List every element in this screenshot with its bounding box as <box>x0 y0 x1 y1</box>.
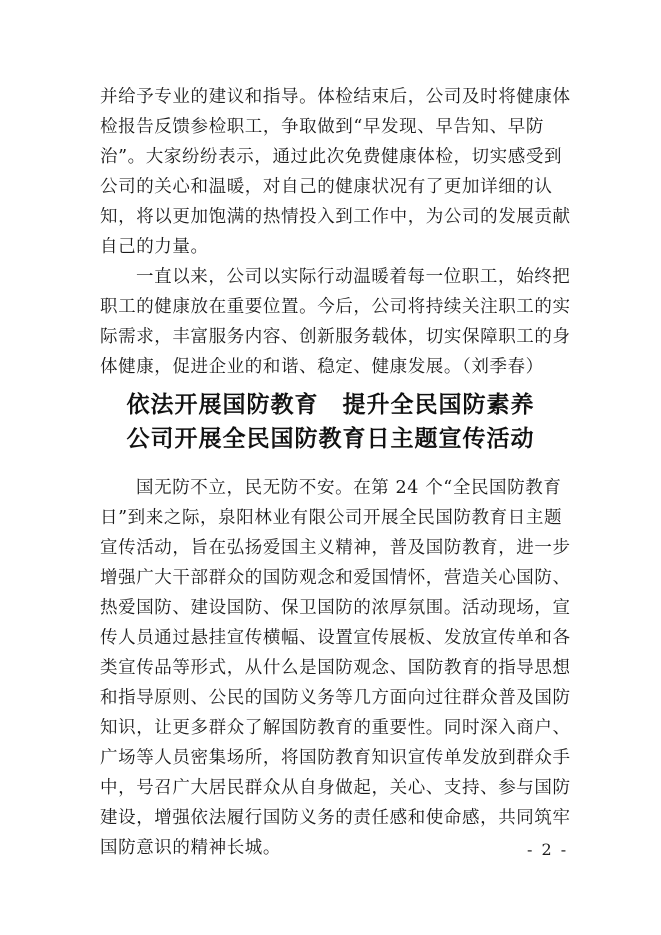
text-line: 国无防不立，民无防不安。在第 24 个“全民国防教育 <box>136 478 562 498</box>
text-line: 建设，增强依法履行国防义务的责任感和使命感，共同筑牢 <box>100 808 571 828</box>
article-title-line-2: 公司开展全民国防教育日主题宣传活动 <box>126 426 535 452</box>
text-line: 自己的力量。 <box>100 237 209 257</box>
text-line: 和指导原则、公民的国防义务等几方面向过往群众普及国防 <box>100 688 571 708</box>
text-line: 一直以来，公司以实际行动温暖着每一位职工，始终把 <box>136 267 571 287</box>
text-line: 知，将以更加饱满的热情投入到工作中，为公司的发展贡献 <box>100 207 571 227</box>
text-line: 广场等人员密集场所，将国防教育知识宣传单发放到群众手 <box>100 748 571 768</box>
text-line: 传人员通过悬挂宣传横幅、设置宣传展板、发放宣传单和各 <box>100 628 571 648</box>
paragraph-health-checkup-conclusion <box>100 82 570 262</box>
text-line: 日”到来之际，泉阳林业有限公司开展全民国防教育日主题 <box>100 508 563 528</box>
text-line: 中，号召广大居民群众从自身做起，关心、支持、参与国防 <box>100 778 571 798</box>
paragraph-company-care <box>100 262 570 382</box>
text-line: 职工的健康放在重要位置。今后，公司将持续关注职工的实 <box>100 297 571 317</box>
text-line: 际需求，丰富服务内容、创新服务载体，切实保障职工的身 <box>100 327 571 347</box>
text-line: 并给予专业的建议和指导。体检结束后，公司及时将健康体 <box>100 87 571 107</box>
text-line: 治”。大家纷纷表示，通过此次免费健康体检，切实感受到 <box>100 147 563 167</box>
text-line: 知识，让更多群众了解国防教育的重要性。同时深入商户、 <box>100 718 571 738</box>
text-line: 宣传活动，旨在弘扬爱国主义精神，普及国防教育，进一步 <box>100 538 571 558</box>
text-line: 增强广大干部群众的国防观念和爱国情怀，营造关心国防、 <box>100 568 571 588</box>
text-line: 体健康，促进企业的和谐、稳定、健康发展。（刘季春） <box>100 357 544 377</box>
text-line: 公司的关心和温暖，对自己的健康状况有了更加详细的认 <box>100 177 553 197</box>
article-heading <box>60 388 601 456</box>
page-number: - 2 - <box>527 840 569 859</box>
paragraph-national-defense-education <box>100 473 570 863</box>
text-line: 检报告反馈参检职工，争取做到“早发现、早告知、早防 <box>100 117 544 137</box>
text-line: 类宣传品等形式，从什么是国防观念、国防教育的指导思想 <box>100 658 571 678</box>
article-title-line-1: 依法开展国防教育 提升全民国防素养 <box>126 392 535 418</box>
text-line: 国防意识的精神长城。 <box>100 838 281 858</box>
text-line: 热爱国防、建设国防、保卫国防的浓厚氛围。活动现场，宣 <box>100 598 571 618</box>
